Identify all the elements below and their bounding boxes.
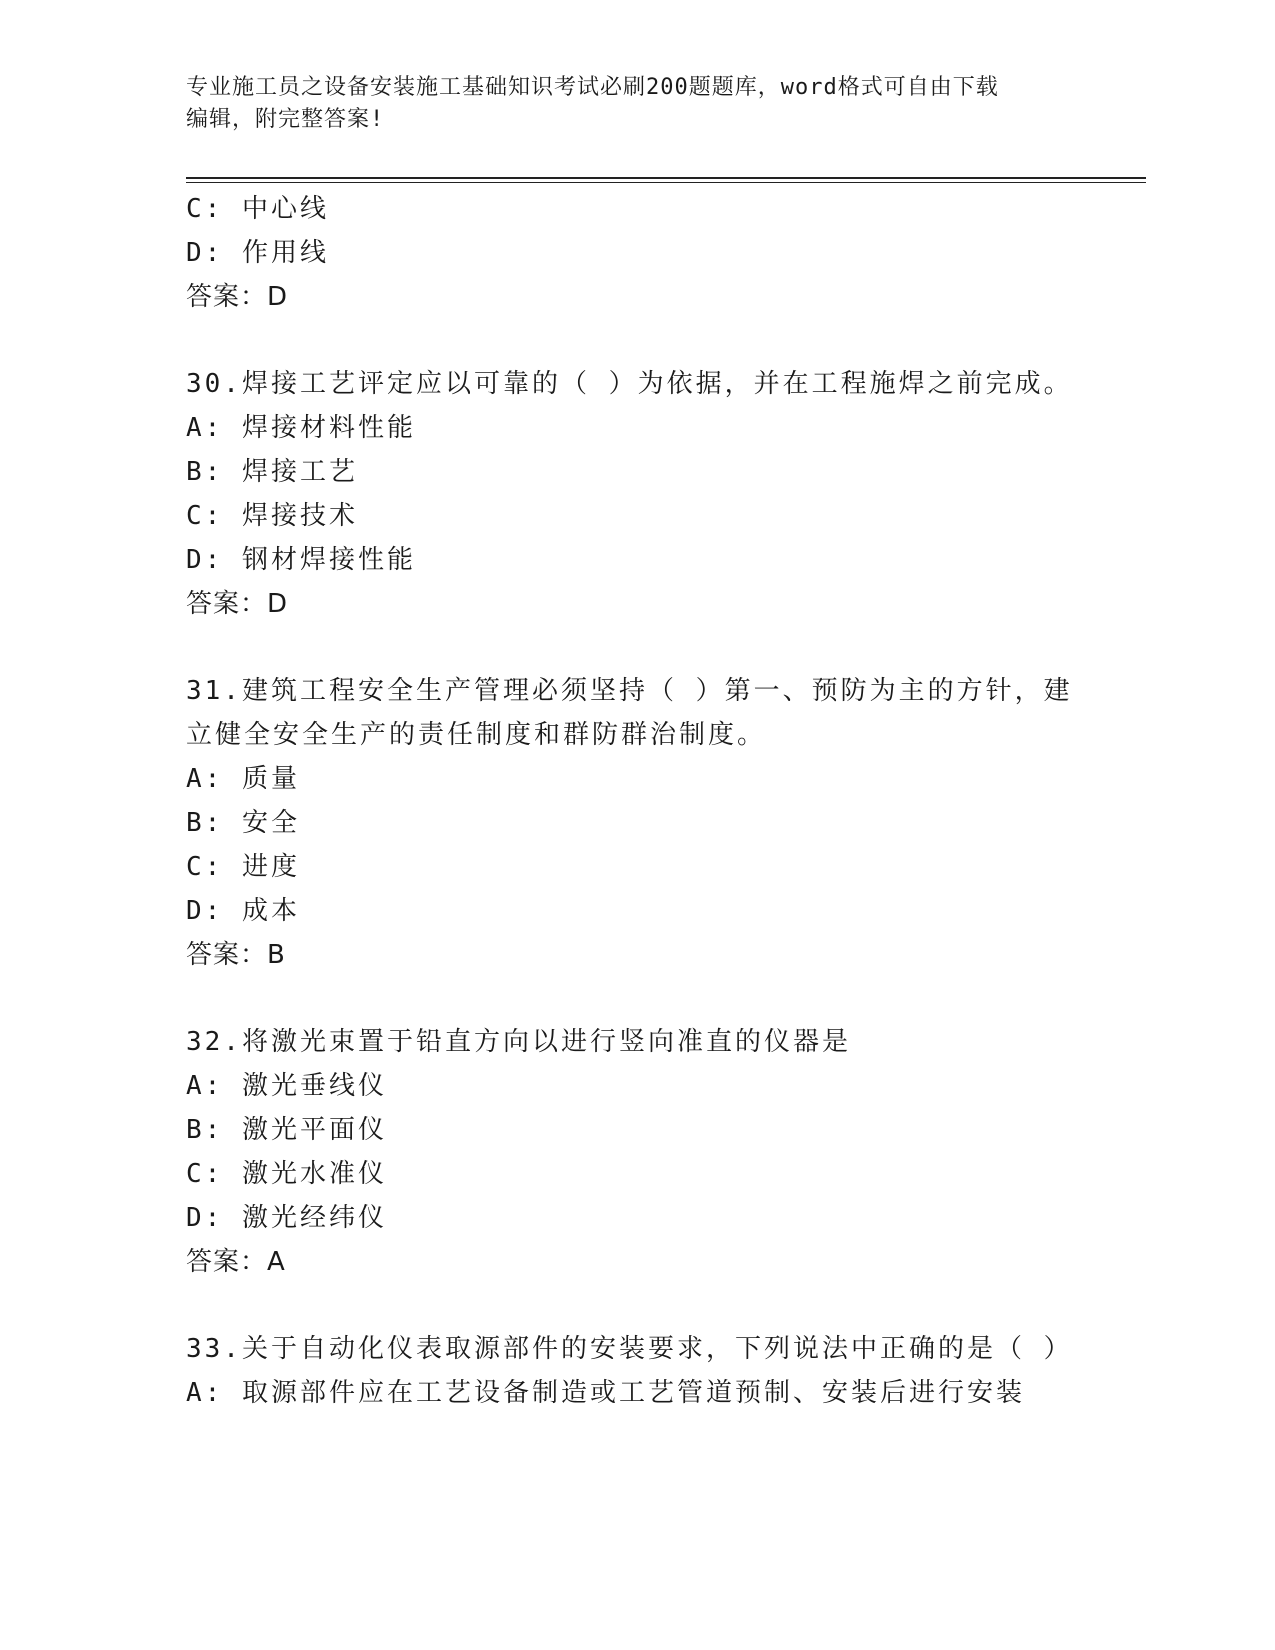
answer-line: 答案：D [186, 589, 289, 619]
question-stem: 30.焊接工艺评定应以可靠的（ ）为依据，并在工程施焊之前完成。 [186, 369, 1073, 399]
answer-line: 答案：D [186, 282, 289, 312]
option-c: C: 进度 [186, 852, 300, 882]
question-stem: 33.关于自动化仪表取源部件的安装要求，下列说法中正确的是（ ） [186, 1334, 1073, 1364]
header-rule-thin [186, 182, 1146, 183]
option-d: D: 激光经纬仪 [186, 1203, 387, 1233]
option-d: D: 钢材焊接性能 [186, 545, 416, 575]
question-stem-continued: 立健全安全生产的责任制度和群防群治制度。 [186, 720, 767, 750]
option-a: A: 激光垂线仪 [186, 1071, 387, 1101]
option-a: A: 焊接材料性能 [186, 413, 416, 443]
answer-line: 答案：B [186, 940, 286, 970]
option-b: B: 安全 [186, 808, 300, 838]
question-stem: 31.建筑工程安全生产管理必须坚持（ ）第一、预防为主的方针，建 [186, 676, 1073, 706]
option-a: A: 质量 [186, 764, 300, 794]
answer-line: 答案：A [186, 1247, 286, 1277]
option-d: D: 作用线 [186, 238, 329, 268]
option-d: D: 成本 [186, 896, 300, 926]
question-stem: 32.将激光束置于铅直方向以进行竖向准直的仪器是 [186, 1027, 851, 1057]
option-c: C: 焊接技术 [186, 501, 358, 531]
header-line-1: 专业施工员之设备安装施工基础知识考试必刷200题题库，word格式可自由下载 [186, 75, 999, 100]
option-c: C: 中心线 [186, 194, 329, 224]
option-a: A: 取源部件应在工艺设备制造或工艺管道预制、安装后进行安装 [186, 1378, 1025, 1408]
document-header [186, 72, 1066, 136]
header-line-2: 编辑，附完整答案! [186, 107, 385, 132]
option-b: B: 焊接工艺 [186, 457, 358, 487]
header-rule-thick [186, 177, 1146, 179]
option-b: B: 激光平面仪 [186, 1115, 387, 1145]
option-c: C: 激光水准仪 [186, 1159, 387, 1189]
